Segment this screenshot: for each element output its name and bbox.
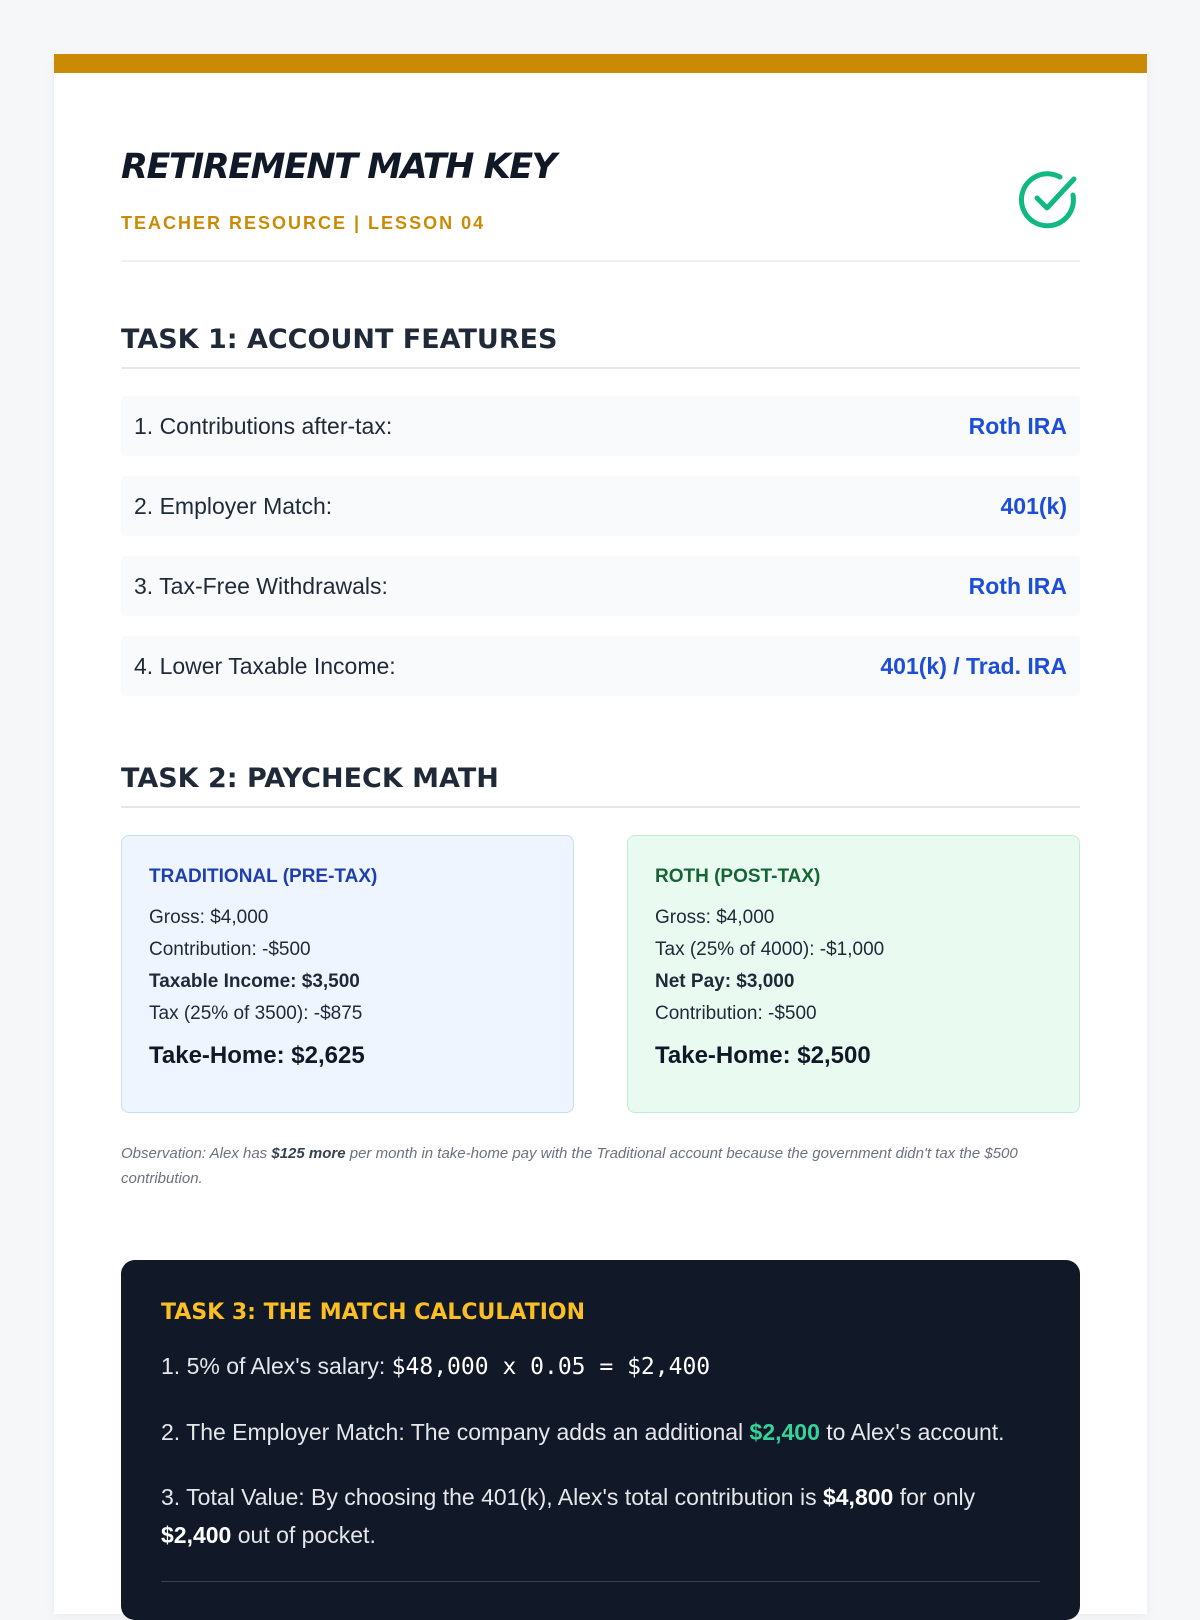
page-subtitle: TEACHER RESOURCE | LESSON 04 bbox=[121, 213, 486, 233]
roth-take-home: Take-Home: $2,500 bbox=[655, 1042, 871, 1069]
accent-bar bbox=[54, 54, 1147, 73]
task3-section bbox=[121, 1260, 1080, 1620]
task3-title: TASK 3: THE MATCH CALCULATION bbox=[161, 1300, 586, 1325]
traditional-take-home: Take-Home: $2,625 bbox=[149, 1042, 365, 1069]
feature-label: 3. Tax-Free Withdrawals: bbox=[134, 572, 388, 599]
match-step-1 bbox=[161, 1347, 1040, 1386]
step1-label: 1. 5% of Alex's salary: bbox=[161, 1353, 392, 1379]
divider bbox=[161, 1581, 1040, 1582]
feature-row bbox=[121, 476, 1080, 536]
page-header bbox=[121, 73, 1080, 262]
calc-line: Gross: $4,000 bbox=[655, 907, 775, 928]
step1-formula: $48,000 x 0.05 = $2,400 bbox=[391, 1354, 711, 1380]
check-circle-icon bbox=[1018, 168, 1080, 230]
step3-middle: for only bbox=[893, 1484, 976, 1510]
observation-highlight: $125 more bbox=[271, 1145, 346, 1162]
calc-line: Tax (25% of 4000): -$1,000 bbox=[655, 939, 885, 960]
feature-answer: 401(k) bbox=[1000, 492, 1067, 519]
roth-card-title: ROTH (POST-TAX) bbox=[655, 866, 821, 887]
feature-row bbox=[121, 636, 1080, 696]
answer-key-sheet bbox=[54, 54, 1147, 1614]
calc-line: Tax (25% of 3500): -$875 bbox=[149, 1003, 363, 1024]
task2-title: TASK 2: PAYCHECK MATH bbox=[121, 763, 1080, 808]
step2-highlight: $2,400 bbox=[749, 1419, 820, 1445]
page-title: RETIREMENT MATH KEY bbox=[121, 147, 556, 187]
feature-label: 1. Contributions after-tax: bbox=[134, 412, 393, 439]
step3-suffix: out of pocket. bbox=[231, 1522, 376, 1548]
calc-line: Gross: $4,000 bbox=[149, 907, 269, 928]
paycheck-comparison bbox=[121, 835, 1080, 1113]
calc-line: Contribution: -$500 bbox=[149, 939, 311, 960]
feature-label: 4. Lower Taxable Income: bbox=[134, 652, 396, 679]
task2-section bbox=[121, 763, 1080, 1191]
calc-line: Contribution: -$500 bbox=[655, 1003, 817, 1024]
feature-answer: Roth IRA bbox=[968, 412, 1067, 439]
observation-prefix: Observation: Alex has bbox=[121, 1145, 272, 1162]
task1-title: TASK 1: ACCOUNT FEATURES bbox=[121, 324, 1080, 369]
observation-note bbox=[121, 1141, 1080, 1191]
step2-suffix: to Alex's account. bbox=[819, 1419, 1005, 1445]
calc-line: Taxable Income: $3,500 bbox=[149, 971, 360, 992]
feature-row bbox=[121, 556, 1080, 616]
step3-amount-total: $4,800 bbox=[822, 1484, 894, 1510]
calc-line: Net Pay: $3,000 bbox=[655, 971, 795, 992]
feature-row bbox=[121, 396, 1080, 456]
step2-prefix: 2. The Employer Match: The company adds an additional bbox=[161, 1419, 750, 1445]
step3-amount-cost: $2,400 bbox=[161, 1522, 232, 1548]
match-step-3 bbox=[161, 1478, 1040, 1554]
task1-section bbox=[121, 324, 1080, 696]
step3-prefix: 3. Total Value: By choosing the 401(k), Alex's total contribution is bbox=[161, 1484, 823, 1510]
traditional-card bbox=[121, 835, 574, 1113]
roth-card bbox=[627, 835, 1080, 1113]
feature-answer: Roth IRA bbox=[968, 572, 1067, 599]
observation-suffix: per month in take-home pay with the Traditional account because the government didn't tax the $500 contribution. bbox=[121, 1145, 1018, 1187]
match-step-2 bbox=[161, 1413, 1040, 1451]
traditional-card-title: TRADITIONAL (PRE-TAX) bbox=[149, 866, 378, 887]
feature-label: 2. Employer Match: bbox=[134, 492, 333, 519]
feature-list bbox=[121, 396, 1080, 696]
feature-answer: 401(k) / Trad. IRA bbox=[880, 652, 1067, 679]
